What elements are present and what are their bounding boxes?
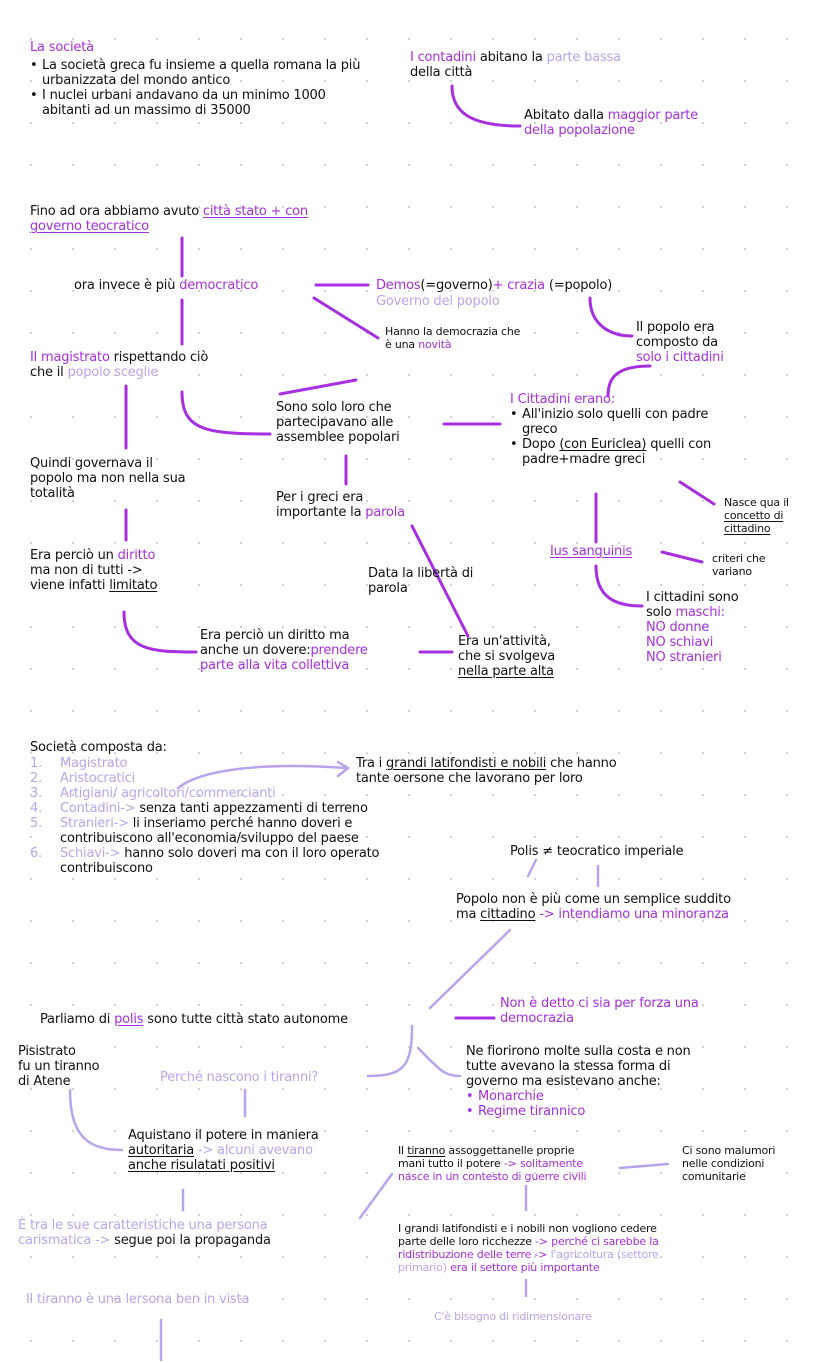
list-label: Artigiani/ agricoltori/commercianti (60, 786, 276, 801)
note-magistrato: Il magistrato rispettando ciò che il popolo sceglie (30, 350, 209, 380)
bullet-regime-tirannico: • Regime tirannico (478, 1104, 691, 1119)
list-number: 6. (30, 846, 43, 861)
note-contadini: I contadini abitano la parte bassa della città (410, 50, 621, 80)
bullet-nuclei: • I nuclei urbani andavano da un minimo 1000 abitanti ad un massimo di 35000 (42, 88, 370, 118)
note-novita: Hanno la democrazia che è una novità (385, 325, 521, 351)
note-abitato: Abitato dalla maggior parte della popolazione (524, 108, 698, 138)
bullet-monarchie: • Monarchie (478, 1089, 691, 1104)
note-aquistano: Aquistano il potere in maniera autoritaria -> alcuni avevano anche risulatati positivi (128, 1128, 319, 1173)
note-malumori: Ci sono malumori nelle condizioni comunitarie (682, 1144, 776, 1183)
note-polis-teocratico: Polis ≠ teocratico imperiale (510, 844, 684, 859)
note-diritto: Era perciò un diritto ma non di tutti -> viene infatti limitato (30, 548, 158, 593)
list-number: 5. (30, 816, 43, 831)
list-label: Stranieri-> (60, 816, 129, 831)
list-number: 2. (30, 771, 43, 786)
note-tiranno-potere: Il tiranno assoggettanelle proprie mani tutto il potere -> solitamente nasce in un contesto di guerre civili (398, 1144, 587, 1183)
note-attivita: Era un'attività, che si svolgeva nella parte alta (458, 634, 555, 679)
list-item (30, 756, 410, 771)
note-non-detto: Non è detto ci sia per forza una democrazia (500, 996, 699, 1026)
note-suddito: Popolo non è più come un semplice suddito ma cittadino -> intendiamo una minoranza (456, 892, 731, 922)
note-governo-popolo: Governo del popolo (376, 294, 500, 309)
bullet-euriclea: • Dopo (con Euriclea) quelli con padre+madre greci (522, 437, 711, 467)
note-polis: Parliamo di polis sono tutte città stato autonome (40, 1012, 348, 1027)
note-perche-tiranni: Perché nascono i tiranni? (160, 1070, 319, 1085)
list-text: li inseriamo perché hanno doveri e contribuiscono all'economia/sviluppo del paese (60, 816, 359, 846)
note-criteri: criteri che variano (712, 552, 766, 578)
note-latifondisti: Tra i grandi latifondisti e nobili che hanno tante oersone che lavorano per loro (356, 756, 617, 786)
note-demos: Demos(=governo)+ crazia (=popolo) (376, 278, 613, 293)
note-ius-sanguinis: Ius sanguinis (550, 544, 633, 559)
note-fiorirono: Ne fiorirono molte sulla costa e non tutte avevano la stessa forma di governo ma esistevano anche: • Monarchie • Regime tirannico (466, 1044, 691, 1119)
list-societa (30, 756, 410, 876)
note-ridimensionare: C'è bisogno di ridimensionare (434, 1310, 592, 1323)
note-ben-in-vista: Il tiranno è una lersona ben in vista (26, 1292, 250, 1307)
list-label: Contadini-> (60, 801, 136, 816)
bullet-padre-greco: • All'inizio solo quelli con padre greco (522, 407, 711, 437)
note-carismatica: È tra le sue caratteristiche una persona carismatica -> segue poi la propaganda (18, 1218, 271, 1248)
section-title: La società (30, 40, 94, 55)
intro-bullets (30, 58, 370, 118)
list-number: 3. (30, 786, 43, 801)
list-item (30, 786, 410, 801)
note-parola: Per i greci era importante la parola (276, 490, 405, 520)
note-cittadini-erano: I Cittadini erano: • All'inizio solo quelli con padre greco • Dopo (con Euriclea) quelli con padre+madre greci (510, 392, 711, 467)
list-text: senza tanti appezzamenti di terreno (135, 801, 368, 816)
list-item (30, 816, 410, 846)
note-quindi: Quindi governava il popolo ma non nella sua totalità (30, 456, 186, 501)
note-solo-maschi: I cittadini sono solo maschi: NO donne NO schiavi NO stranieri (646, 590, 739, 665)
list-item (30, 771, 410, 786)
note-fino-ad-ora: Fino ad ora abbiamo avuto città stato + con governo teocratico (30, 204, 308, 234)
note-nasce-concetto: Nasce qua il concetto di cittadino (724, 496, 789, 535)
list-label: Magistrato (60, 756, 128, 771)
note-latifondisti-cedere: I grandi latifondisti e i nobili non vogliono cedere parte delle loro ricchezze -> perché ci sarebbe la ridistribuzione delle terre -> l'agricoltura (settore primario) era il settore più importante (398, 1222, 659, 1274)
note-pisistrato: Pisistrato fu un tiranno di Atene (18, 1044, 100, 1089)
list-item (30, 801, 410, 816)
note-solo-loro: Sono solo loro che partecipavano alle assemblee popolari (276, 400, 400, 445)
list-label: Aristocratici (60, 771, 136, 786)
note-liberta: Data la libertà di parola (368, 566, 474, 596)
list-number: 4. (30, 801, 43, 816)
note-societa-composta: Società composta da: (30, 740, 167, 755)
bullet-urbanizzata: • La società greca fu insieme a quella romana la più urbanizzata del mondo antico (42, 58, 370, 88)
note-dovere: Era perciò un diritto ma anche un dovere:prendere parte alla vita collettiva (200, 628, 368, 673)
list-text: hanno solo doveri ma con il loro operato contribuiscono (60, 846, 380, 876)
list-number: 1. (30, 756, 43, 771)
list-label: Schiavi-> (60, 846, 121, 861)
list-item (30, 846, 410, 876)
note-democratico: ora invece è più democratico (74, 278, 259, 293)
note-popolo-composto: Il popolo era composto da solo i cittadini (636, 320, 724, 365)
